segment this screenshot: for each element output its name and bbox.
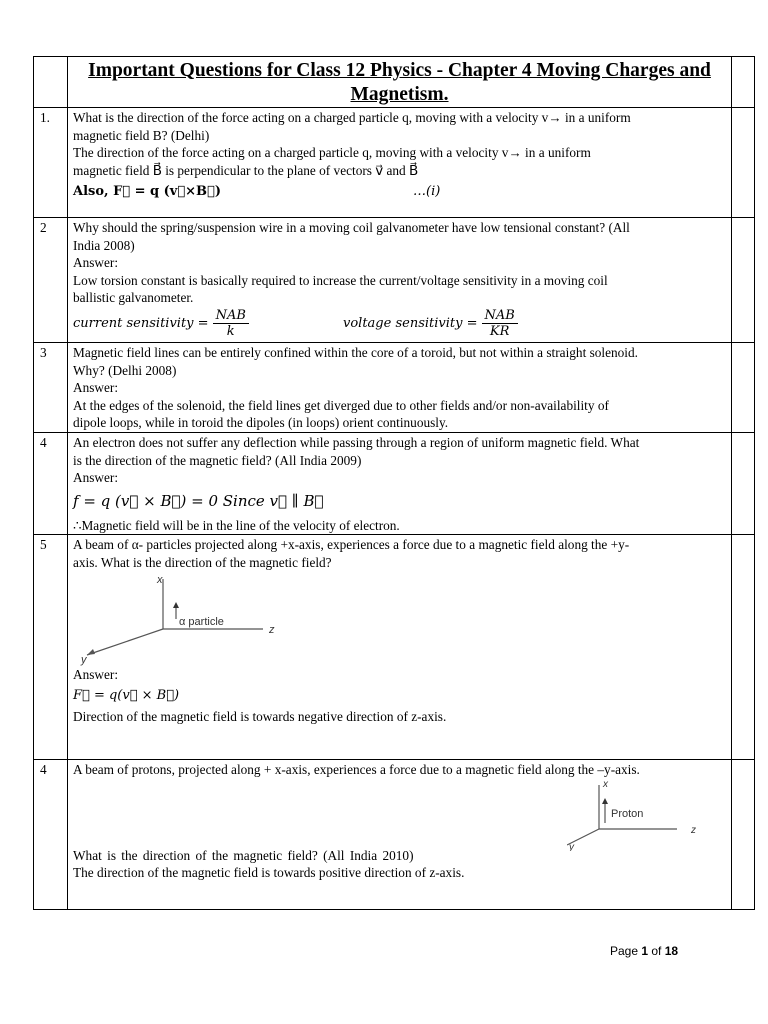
text-line: Magnetic field lines can be entirely confined within the core of a toroid, but not within a straight solenoid.: [73, 345, 638, 360]
questions-table: [33, 56, 755, 910]
y-axis-label: y: [569, 841, 574, 851]
z-axis-label: z: [269, 624, 275, 636]
title-row: [34, 57, 755, 108]
text-line: Why should the spring/suspension wire in a moving coil galvanometer have low tensional constant? (All: [73, 220, 630, 235]
question-row-2: [34, 218, 755, 343]
text-line: dipole loops, while in toroid the dipoles (in loops) orient continuously.: [73, 415, 449, 430]
text-line: magnetic field B⃗ is perpendicular to the plane of vectors v⃗ and B⃗: [73, 162, 419, 178]
text-line: Direction of the magnetic field is towards negative direction of z-axis.: [73, 708, 447, 724]
y-axis-label: y: [81, 654, 87, 666]
x-axis-label: x: [603, 778, 608, 790]
text-line: The direction of the force acting on a charged particle q, moving with a velocity v→ in a uniform: [73, 145, 591, 160]
text-line: magnetic field B? (Delhi): [73, 127, 210, 143]
page-footer: [610, 944, 678, 958]
alpha-particle-axes-figure: [73, 571, 313, 666]
page-of: of: [648, 944, 665, 958]
text-line: What is the direction of the force acting on a charged particle q, moving with a velocity v→ in a uniform: [73, 110, 631, 125]
text-line: Answer:: [73, 470, 119, 485]
question-row-6: [34, 760, 755, 910]
text-line: axis. What is the direction of the magnetic field?: [73, 554, 332, 570]
denominator: KR: [489, 324, 510, 339]
answer-label: Answer:: [73, 667, 119, 682]
question-row-3: [34, 343, 755, 433]
voltage-sensitivity-formula: [343, 308, 518, 339]
question-number: 5: [34, 535, 68, 760]
text-line: Why? (Delhi 2008): [73, 362, 177, 378]
y-axis-line: [87, 629, 163, 655]
equation: [73, 487, 727, 517]
equation-text: F⃗ = q(v⃗ × B⃗): [73, 687, 180, 703]
sensitivity-formulas: [73, 307, 727, 341]
title-number-cell: [34, 57, 68, 108]
particle-label: α particle: [179, 616, 224, 628]
equation-text: Also, F⃗ = q (v⃗×B⃗): [73, 184, 221, 200]
question-content: [68, 218, 732, 343]
numerator: NAB: [482, 308, 518, 324]
text-line: Answer:: [73, 255, 119, 270]
question-row-5: [34, 535, 755, 760]
question-number: 2: [34, 218, 68, 343]
equation-text: f = q (v⃗ × B⃗) = 0 Since v⃗ ∥ B⃗: [73, 491, 324, 510]
question-number: 3: [34, 343, 68, 433]
page-prefix: Page: [610, 944, 642, 958]
fraction: [213, 308, 249, 339]
text-line: The direction of the magnetic field is towards positive direction of z-axis.: [73, 865, 465, 880]
question-content: [68, 343, 732, 433]
z-axis-label: z: [691, 824, 696, 836]
page-current: 1: [641, 944, 649, 958]
question-row-4: [34, 433, 755, 535]
proton-figure-area: [73, 778, 727, 851]
question-number: 4: [34, 760, 68, 910]
x-axis-label: x: [157, 574, 163, 586]
formula-label: current sensitivity =: [73, 315, 209, 331]
proton-axes-figure: [567, 779, 727, 851]
text-line: Answer:: [73, 380, 119, 395]
proton-label: Proton: [611, 807, 644, 820]
text-line: What is the direction of the magnetic field? (All India 2010): [73, 847, 414, 863]
equation: [73, 179, 727, 205]
text-line: ∴Magnetic field will be in the line of the velocity of electron.: [73, 517, 400, 533]
text-line: Low torsion constant is basically required to increase the current/voltage sensitivity in a moving coil: [73, 272, 608, 288]
denominator: k: [226, 324, 235, 339]
question-content: [68, 433, 732, 535]
text-line: At the edges of the solenoid, the field lines get diverged due to other fields and/or non-availability of: [73, 397, 609, 413]
current-sensitivity-formula: [73, 308, 343, 339]
text-line: An electron does not suffer any deflection while passing through a region of uniform magnetic field. What: [73, 435, 640, 450]
question-row-1: [34, 108, 755, 218]
question-number: 1.: [34, 108, 68, 218]
page-total: 18: [664, 944, 679, 958]
question-number: 4: [34, 433, 68, 535]
question-content: [68, 760, 732, 910]
equation-tag: …(i): [413, 184, 441, 200]
formula-label: voltage sensitivity =: [343, 315, 478, 331]
fraction: [482, 308, 518, 339]
y-axis-arrow-icon: [87, 649, 95, 655]
text-line: A beam of protons, projected along + x-axis, experiences a force due to a magnetic field along the –y-axis.: [73, 762, 640, 777]
text-line: ballistic galvanometer.: [73, 290, 194, 305]
text-line: A beam of α- particles projected along +x-axis, experiences a force due to a magnetic field along the +y-: [73, 537, 630, 552]
question-content: [68, 535, 732, 760]
numerator: NAB: [213, 308, 249, 324]
text-line: India 2008): [73, 237, 135, 253]
question-content: [68, 108, 732, 218]
equation: [73, 684, 727, 708]
text-line: is the direction of the magnetic field? (All India 2009): [73, 452, 362, 468]
page-title: Important Questions for Class 12 Physics - Chapter 4 Moving Charges and Magnetism.: [68, 57, 732, 108]
